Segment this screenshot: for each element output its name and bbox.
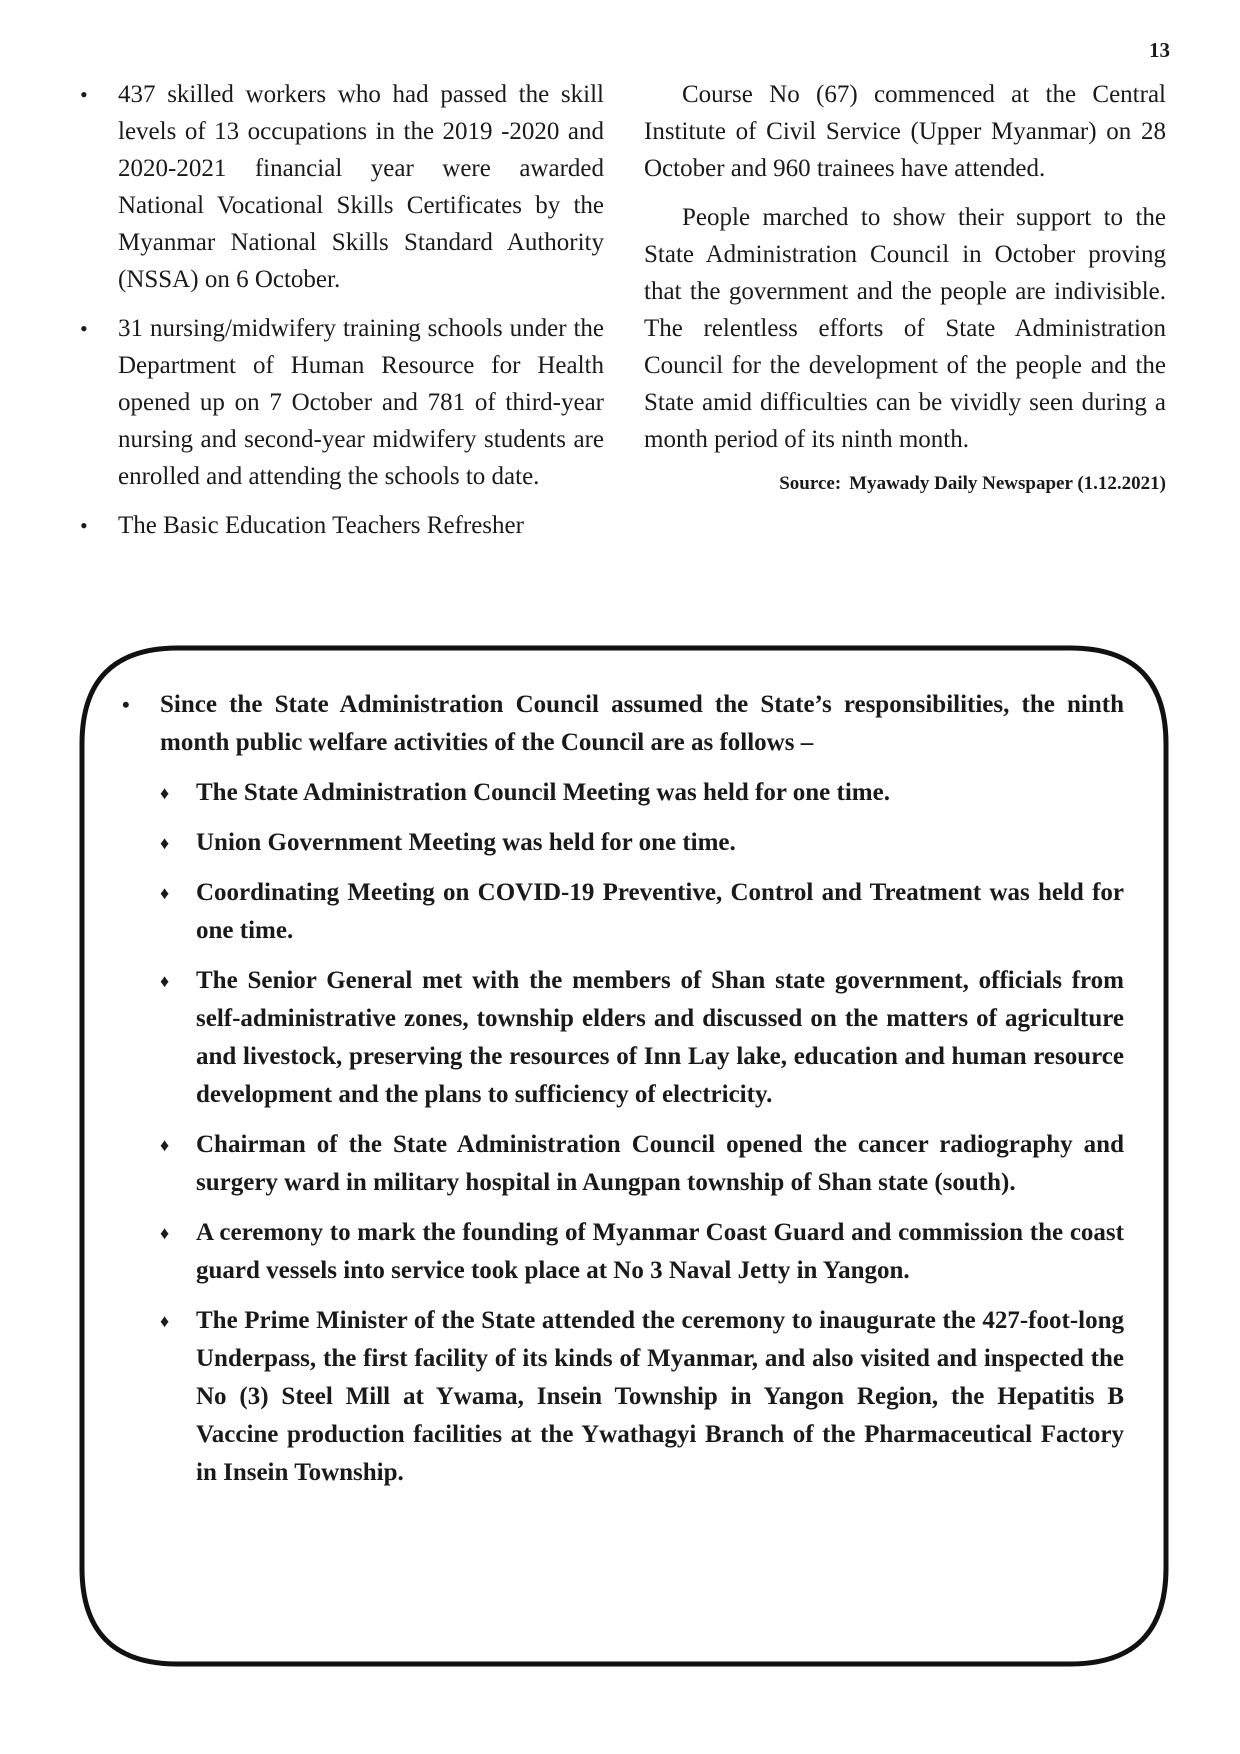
- diamond-bullet-icon: ♦: [160, 1223, 170, 1243]
- bullet-icon: •: [122, 692, 130, 717]
- diamond-bullet-icon: ♦: [160, 833, 170, 853]
- list-item-text: A ceremony to mark the founding of Myanmar Coast Guard and commission the coast guard vessels into service took place at No 3 Naval Jetty in Yangon.: [196, 1219, 1124, 1284]
- list-item-text: The State Administration Council Meeting was held for one time.: [196, 779, 890, 806]
- list-item-text: The Basic Education Teachers Refresher: [118, 512, 524, 539]
- diamond-bullet-icon: ♦: [160, 783, 170, 803]
- left-bullet-list: [78, 76, 604, 544]
- left-column: [78, 76, 604, 556]
- diamond-bullet-icon: ♦: [160, 1135, 170, 1155]
- list-item-text: Chairman of the State Administration Council opened the cancer radiography and surgery ward in military hospital in Aungpan township of Shan state (south).: [196, 1131, 1124, 1196]
- continuation-paragraph: Course No (67) commenced at the Central Institute of Civil Service (Upper Myanmar) on 28 October and 960 trainees have attended.: [644, 81, 1166, 182]
- bullet-icon: •: [80, 316, 88, 341]
- list-item-text: The Prime Minister of the State attended the ceremony to inaugurate the 427-foot-long Underpass, the first facility of its kinds of Myanmar, and also visited and inspected the No (3) Steel Mill at Ywama, Insein Township in Yangon Region, the Hepatitis B Vaccine production facilities at the Ywathagyi Branch of the Pharmaceutical Factory in Insein Township.: [196, 1307, 1124, 1486]
- source-citation: [644, 470, 1166, 498]
- list-item: [78, 76, 604, 298]
- list-item: [120, 774, 1124, 812]
- source-label: Source:: [779, 473, 842, 494]
- list-item: [78, 507, 604, 544]
- list-item: [120, 874, 1124, 950]
- bullet-icon: •: [80, 82, 88, 107]
- list-item: [120, 824, 1124, 862]
- diamond-bullet-icon: ♦: [160, 883, 170, 903]
- activities-list: [120, 774, 1124, 1492]
- list-item: [78, 310, 604, 495]
- list-item: [120, 1214, 1124, 1290]
- diamond-bullet-icon: ♦: [160, 1311, 170, 1331]
- page-number: 13: [1149, 38, 1170, 62]
- list-item: [120, 1126, 1124, 1202]
- list-item: [120, 962, 1124, 1114]
- summary-intro: [120, 686, 1124, 762]
- source-text: Myawady Daily Newspaper (1.12.2021): [849, 473, 1166, 494]
- bullet-icon: •: [80, 513, 88, 538]
- list-item-text: The Senior General met with the members of Shan state government, officials from self-administrative zones, township elders and discussed on the matters of agriculture and livestock, preserving the resources of Inn Lay lake, education and human resource development and the plans to sufficiency of electricity.: [196, 967, 1124, 1108]
- list-item: [120, 1302, 1124, 1492]
- summary-box: [120, 686, 1124, 1504]
- summary-intro-text: Since the State Administration Council assumed the State’s responsibilities, the ninth month public welfare activities of the Council are as follows –: [160, 691, 1124, 756]
- list-item-text: Coordinating Meeting on COVID-19 Preventive, Control and Treatment was held for one time.: [196, 879, 1124, 944]
- right-column: [644, 76, 1166, 498]
- body-paragraph: People marched to show their support to the State Administration Council in October proving that the government and the people are indivisible. The relentless efforts of State Administration Council for the development of the people and the State amid difficulties can be vividly seen during a month period of its ninth month.: [644, 204, 1166, 453]
- list-item-text: 31 nursing/midwifery training schools under the Department of Human Resource for Health opened up on 7 October and 781 of third-year nursing and second-year midwifery students are enrolled and attending the schools to date.: [118, 315, 604, 490]
- list-item-text: Union Government Meeting was held for one time.: [196, 829, 736, 856]
- diamond-bullet-icon: ♦: [160, 971, 170, 991]
- list-item-text: 437 skilled workers who had passed the skill levels of 13 occupations in the 2019 -2020 and 2020-2021 financial year were awarded National Vocational Skills Certificates by the Myanmar National Skills Standard Authority (NSSA) on 6 October.: [118, 81, 604, 293]
